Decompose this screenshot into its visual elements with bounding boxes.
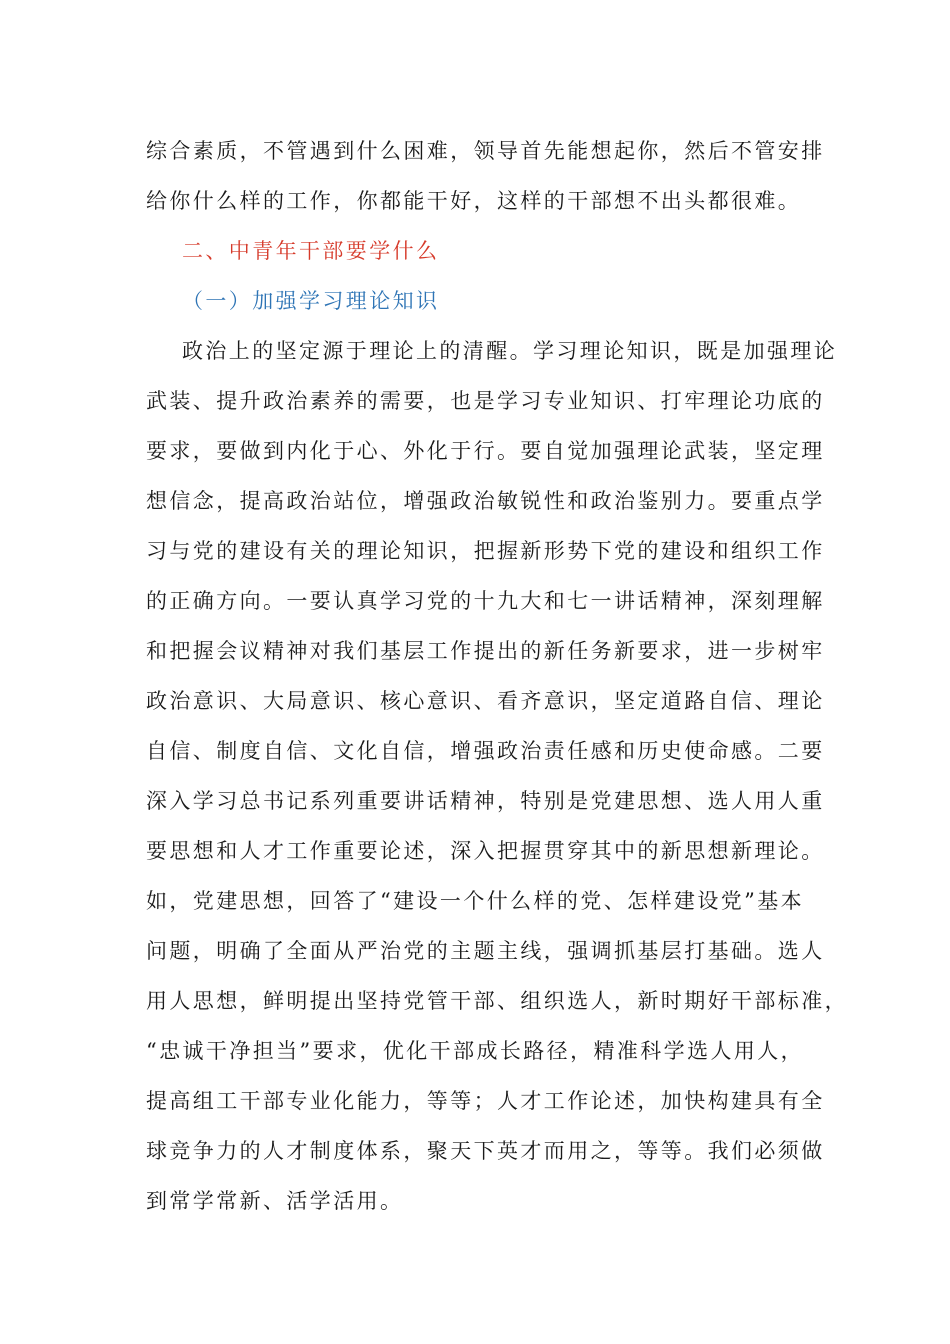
text-line: 政治意识、大局意识、核心意识、看齐意识，坚定道路自信、理论: [146, 689, 825, 713]
text-line: 深入学习总书记系列重要讲话精神，特别是党建思想、选人用人重: [146, 789, 825, 813]
section-heading: 二、中青年干部要学什么: [182, 239, 440, 263]
subsection-heading: （一）加强学习理论知识: [182, 289, 440, 313]
text-line: 武装、提升政治素养的需要，也是学习专业知识、打牢理论功底的: [146, 389, 825, 413]
text-line: “忠诚干净担当”要求，优化干部成长路径，精准科学选人用人，: [146, 1039, 805, 1063]
text-line: 想信念，提高政治站位，增强政治敏锐性和政治鉴别力。要重点学: [146, 489, 825, 513]
text-line: 要思想和人才工作重要论述，深入把握贯穿其中的新思想新理论。: [146, 839, 825, 863]
text-line: 综合素质，不管遇到什么困难，领导首先能想起你，然后不管安排: [146, 139, 825, 163]
text-line: 自信、制度自信、文化自信，增强政治责任感和历史使命感。二要: [146, 739, 825, 763]
text-line: 和把握会议精神对我们基层工作提出的新任务新要求，进一步树牢: [146, 639, 825, 663]
text-line: 要求，要做到内化于心、外化于行。要自觉加强理论武装，坚定理: [146, 439, 825, 463]
paragraph-first-line: 政治上的坚定源于理论上的清醒。学习理论知识，既是加强理论: [182, 339, 838, 363]
text-line: 问题，明确了全面从严治党的主题主线，强调抓基层打基础。选人: [146, 939, 825, 963]
text-line: 的正确方向。一要认真学习党的十九大和七一讲话精神，深刻理解: [146, 589, 825, 613]
text-line: 球竞争力的人才制度体系，聚天下英才而用之，等等。我们必须做: [146, 1139, 825, 1163]
text-line: 到常学常新、活学活用。: [146, 1189, 404, 1213]
text-line: 用人思想，鲜明提出坚持党管干部、组织选人，新时期好干部标准，: [146, 989, 848, 1013]
document-body: [146, 126, 848, 1226]
text-line: 给你什么样的工作，你都能干好，这样的干部想不出头都很难。: [146, 189, 802, 213]
text-line: 如，党建思想，回答了“建设一个什么样的党、怎样建设党”基本: [146, 889, 805, 913]
text-line: 习与党的建设有关的理论知识，把握新形势下党的建设和组织工作: [146, 539, 825, 563]
text-line: 提高组工干部专业化能力，等等；人才工作论述，加快构建具有全: [146, 1089, 825, 1113]
